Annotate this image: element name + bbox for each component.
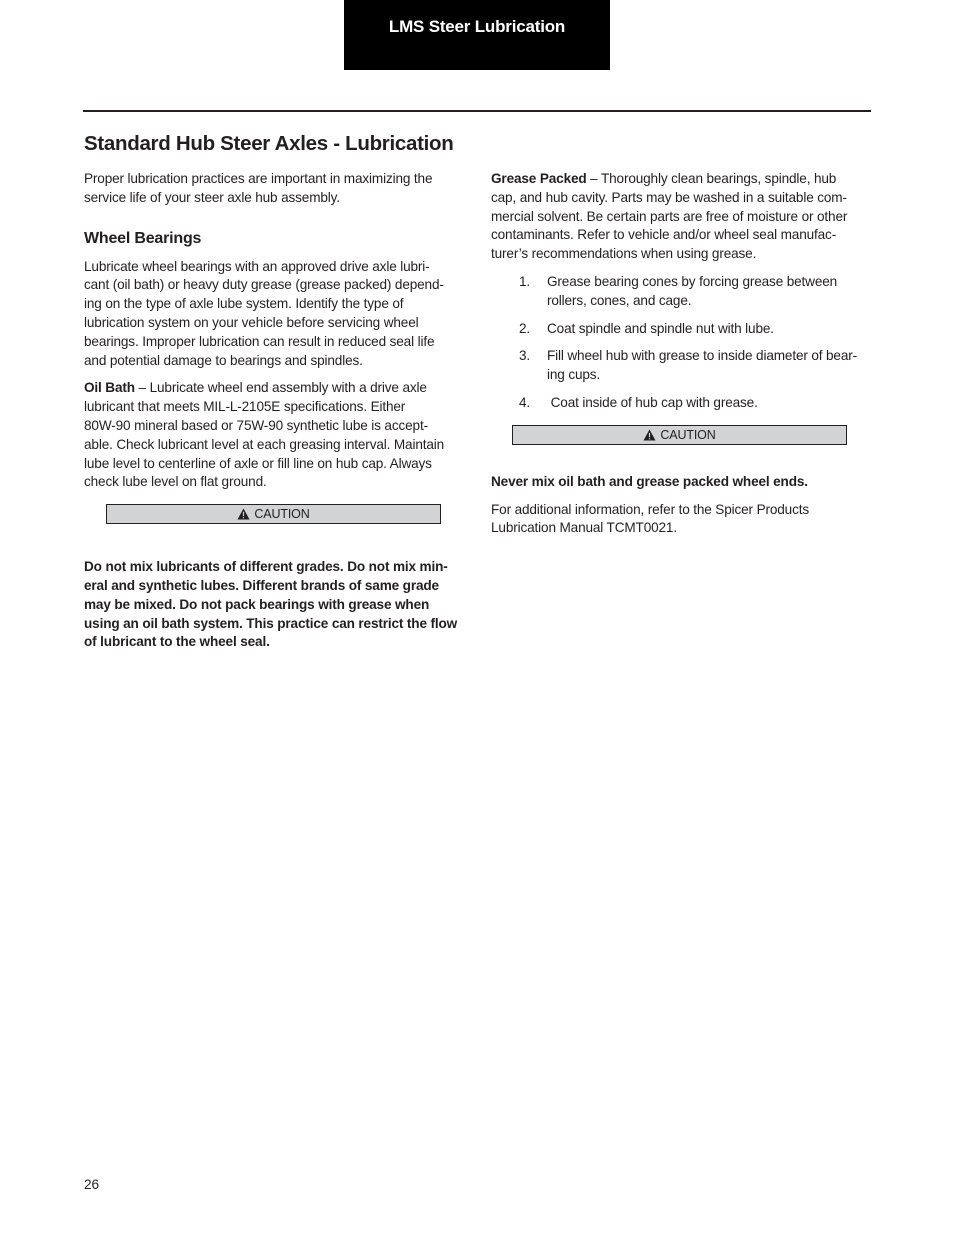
- wheel-bearings-paragraph: [84, 258, 460, 371]
- text-line: bearings. Improper lubrication can result in reduced seal life: [84, 333, 435, 349]
- text-line: may be mixed. Do not pack bearings with grease when: [84, 596, 430, 612]
- list-item: [491, 273, 871, 311]
- text-line: Lubrication Manual TCMT0021.: [491, 520, 677, 536]
- text-line: rollers, cones, and cage.: [547, 292, 692, 308]
- caution-warning-text: [84, 558, 460, 652]
- text-line: of lubricant to the wheel seal.: [84, 634, 270, 650]
- caution-banner: [512, 425, 847, 445]
- oil-bath-label: Oil Bath: [84, 380, 135, 396]
- text-line: [84, 379, 460, 398]
- text-line: Never mix oil bath and grease packed wheel ends.: [491, 473, 808, 489]
- text-fragment: – Thoroughly clean bearings, spindle, hub: [586, 171, 837, 186]
- text-line: lube level to centerline of axle or fill line on hub cap. Always: [84, 455, 432, 471]
- text-line: 80W-90 mineral based or 75W-90 synthetic lube is accept-: [84, 417, 428, 433]
- left-column: [84, 170, 460, 652]
- list-item: [491, 347, 871, 385]
- list-item: [491, 320, 871, 339]
- text-line: Coat inside of hub cap with grease.: [547, 394, 758, 410]
- text-line: turer’s recommendations when using grease.: [491, 246, 757, 262]
- text-line: ing on the type of axle lube system. Identify the type of: [84, 296, 404, 312]
- warning-triangle-icon: [237, 508, 250, 520]
- right-column: [491, 170, 871, 547]
- list-item-number: 2.: [519, 320, 531, 336]
- caution-label: CAUTION: [254, 507, 310, 522]
- list-item: [491, 394, 871, 413]
- text-line: eral and synthetic lubes. Different brands of same grade: [84, 577, 439, 593]
- text-line: [491, 170, 871, 189]
- text-line: mercial solvent. Be certain parts are free of moisture or other: [491, 208, 848, 224]
- section-header-tab: [344, 0, 610, 70]
- text-line: service life of your steer axle hub assembly.: [84, 189, 340, 205]
- text-line: able. Check lubricant level at each greasing interval. Maintain: [84, 436, 445, 452]
- page-title: Standard Hub Steer Axles - Lubrication: [84, 132, 454, 155]
- text-line: Do not mix lubricants of different grades. Do not mix min-: [84, 559, 448, 575]
- text-line: check lube level on flat ground.: [84, 474, 267, 490]
- text-fragment: – Lubricate wheel end assembly with a drive axle: [134, 380, 427, 396]
- text-line: Coat spindle and spindle nut with lube.: [547, 320, 774, 336]
- text-line: ing cups.: [547, 367, 601, 383]
- text-line: using an oil bath system. This practice can restrict the flow: [84, 615, 458, 631]
- grease-steps-list: [491, 273, 871, 413]
- header-rule: [83, 110, 871, 112]
- page-number: 26: [84, 1177, 100, 1192]
- list-item-number: 4.: [519, 394, 531, 410]
- text-line: Proper lubrication practices are important in maximizing the: [84, 171, 433, 186]
- caution-warning-text: [491, 473, 871, 492]
- text-line: lubrication system on your vehicle before servicing wheel: [84, 314, 419, 330]
- grease-packed-label: Grease Packed: [491, 171, 587, 186]
- list-item-number: 1.: [519, 273, 531, 289]
- text-line: and potential damage to bearings and spindles.: [84, 352, 363, 368]
- intro-paragraph: [84, 170, 460, 208]
- text-line: Lubricate wheel bearings with an approved drive axle lubri-: [84, 258, 430, 274]
- wheel-bearings-heading: Wheel Bearings: [84, 229, 202, 247]
- oil-bath-paragraph: [84, 379, 460, 492]
- text-line: lubricant that meets MIL-L-2105E specifications. Either: [84, 399, 406, 415]
- caution-label: CAUTION: [660, 427, 716, 442]
- additional-info-paragraph: [491, 501, 871, 539]
- text-line: Grease bearing cones by forcing grease between: [547, 273, 838, 289]
- text-line: Fill wheel hub with grease to inside diameter of bear-: [547, 348, 858, 364]
- list-item-number: 3.: [519, 348, 531, 364]
- section-header-label: LMS Steer Lubrication: [388, 17, 566, 36]
- warning-triangle-icon: [643, 429, 656, 441]
- caution-banner: [106, 504, 441, 524]
- text-line: cant (oil bath) or heavy duty grease (grease packed) depend-: [84, 277, 444, 293]
- text-line: cap, and hub cavity. Parts may be washed in a suitable com-: [491, 189, 847, 205]
- text-line: For additional information, refer to the Spicer Products: [491, 501, 810, 517]
- grease-packed-paragraph: [491, 170, 871, 264]
- text-line: contaminants. Refer to vehicle and/or wheel seal manufac-: [491, 227, 837, 243]
